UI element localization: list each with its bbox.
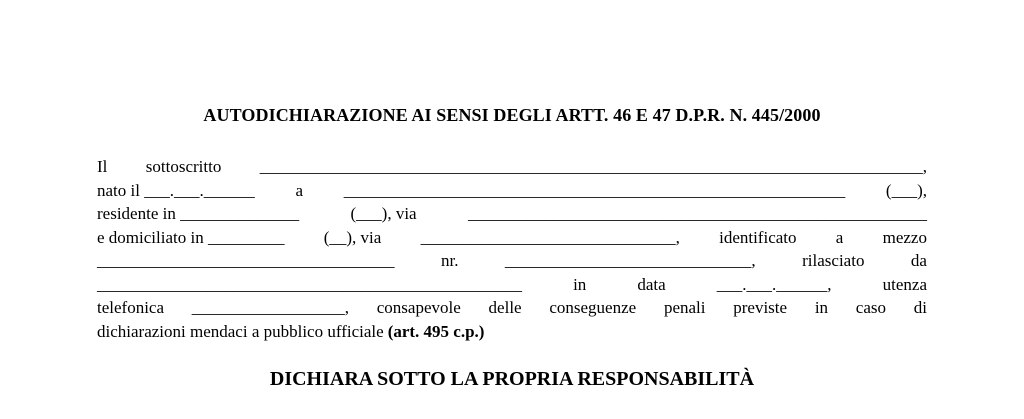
text-segment: previste (733, 298, 788, 317)
line-2 (97, 179, 927, 203)
line-1 (97, 155, 927, 179)
line-6 (97, 273, 927, 297)
text-segment: da (910, 251, 927, 270)
line-7 (97, 296, 927, 320)
text-segment: in (573, 274, 587, 294)
line-5 (97, 249, 927, 273)
declaration-body (97, 155, 927, 343)
text-segment: data (637, 274, 666, 294)
text-segment: delle (488, 298, 522, 317)
section-heading: DICHIARA SOTTO LA PROPRIA RESPONSABILITÀ (269, 368, 755, 390)
text-segment: conseguenze (549, 298, 637, 317)
line-8 (97, 320, 927, 344)
text-segment: dichiarazioni mendaci a pubblico ufficiale (97, 321, 384, 341)
text-segment: telefonica (97, 298, 165, 317)
domicile-street-blank: ______________________________, (420, 227, 680, 247)
text-segment: caso (855, 298, 887, 317)
residence-blank: residente in ______________ (97, 204, 300, 223)
text-segment: a (295, 180, 303, 200)
text-segment: di (913, 298, 927, 317)
birth-date-blank: nato il ___.___.______ (97, 180, 255, 200)
text-segment: identificato (719, 227, 797, 247)
name-blank: ______________________________________________________________________________, (259, 157, 927, 176)
text-segment: consapevole (376, 298, 461, 317)
birth-place-blank: ___________________________________________________________ (343, 180, 846, 200)
document-title: AUTODICHIARAZIONE AI SENSI DEGLI ARTT. 46 E 47 D.P.R. N. 445/2000 (203, 105, 821, 125)
text-segment: (__), via (323, 227, 382, 247)
text-segment: rilasciato (802, 251, 865, 270)
issue-date-blank: ___.___.______, (716, 274, 832, 294)
text-segment: penali (663, 298, 706, 317)
text-segment: utenza (882, 274, 927, 294)
text-segment: nr. (440, 251, 459, 270)
text-segment: a (835, 227, 844, 247)
legal-reference: (art. 495 c.p.) (387, 321, 485, 341)
document-number-blank: _____________________________, (504, 251, 756, 270)
issuer-blank: __________________________________________________ (97, 274, 522, 294)
province-blank: (___), (885, 180, 927, 200)
line-4 (97, 226, 927, 250)
line-3 (97, 202, 927, 226)
text-segment: in (814, 298, 829, 317)
document-type-blank: ___________________________________ (97, 251, 395, 270)
text-segment: (___), via (350, 204, 417, 223)
text-segment: Il (97, 157, 108, 176)
text-segment: sottoscritto (145, 157, 222, 176)
text-segment: mezzo (882, 227, 927, 247)
phone-blank: __________________, (191, 298, 350, 317)
street-blank: ______________________________________________________ (468, 204, 927, 223)
domicile-blank: e domiciliato in _________ (97, 227, 285, 247)
